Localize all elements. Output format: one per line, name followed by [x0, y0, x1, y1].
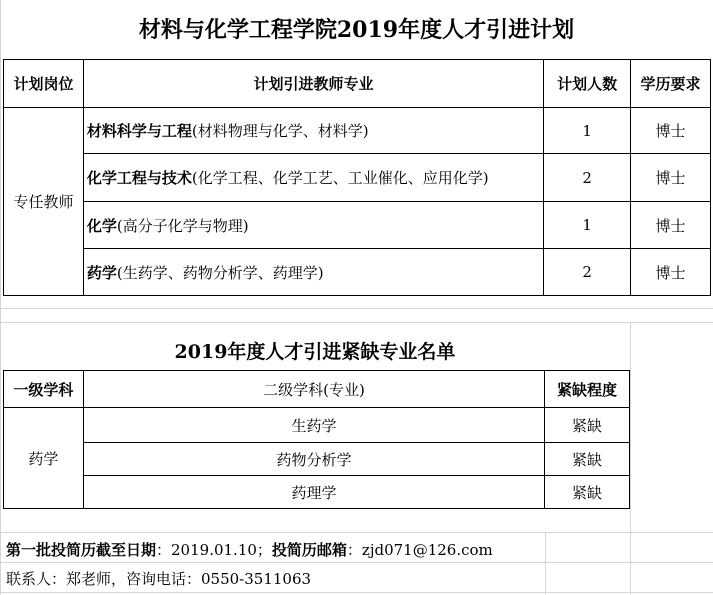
sub-discipline-cell: 药物分析学	[83, 443, 544, 476]
contact-line: 联系人：郑老师，咨询电话：0550-3511063	[6, 570, 312, 588]
table-row	[4, 249, 711, 296]
count-cell: 1	[544, 202, 631, 249]
recruitment-plan-table	[3, 59, 711, 296]
sub-discipline-cell: 生药学	[83, 408, 544, 443]
header-discipline: 一级学科	[4, 371, 84, 408]
header-sub-discipline: 二级学科(专业)	[83, 371, 544, 408]
major-cell	[83, 249, 543, 296]
table-row	[4, 408, 630, 443]
level-cell: 紧缺	[545, 443, 630, 476]
header-position: 计划岗位	[4, 60, 84, 108]
sub-discipline-cell: 药理学	[83, 476, 544, 509]
degree-cell: 博士	[631, 108, 711, 154]
deadline-value: ：2019.01.10；	[156, 541, 272, 559]
table-row	[4, 443, 630, 476]
gridline	[0, 532, 713, 533]
major-name: 化学工程与技术	[86, 169, 192, 187]
gridline	[0, 0, 1, 595]
shortage-title: 2019年度人才引进紧缺专业名单	[174, 340, 456, 363]
email-value: ：zjd071@126.com	[346, 541, 493, 559]
major-name: 材料科学与工程	[86, 122, 192, 140]
table-row	[4, 154, 711, 202]
table-row	[4, 476, 630, 509]
table-header-row	[4, 60, 711, 108]
major-cell	[83, 202, 543, 249]
major-cell	[83, 154, 543, 202]
table-header-row	[4, 371, 630, 408]
count-cell: 2	[544, 249, 631, 296]
major-cell	[83, 108, 543, 154]
gridline	[0, 308, 713, 309]
email-label: 投简历邮箱	[271, 541, 347, 559]
header-level: 紧缺程度	[545, 371, 630, 408]
gridline	[0, 562, 713, 563]
position-cell: 专任教师	[4, 108, 84, 296]
page-title: 材料与化学工程学院2019年度人才引进计划	[138, 16, 575, 43]
deadline-line	[6, 539, 493, 560]
major-name: 药学	[86, 263, 117, 282]
count-cell: 2	[544, 154, 631, 202]
level-cell: 紧缺	[545, 476, 630, 509]
major-sub: (化学工程、化学工艺、工业催化、应用化学)	[191, 169, 489, 187]
major-sub: (高分子化学与物理)	[116, 216, 249, 235]
degree-cell: 博士	[631, 249, 711, 296]
degree-cell: 博士	[631, 154, 711, 202]
degree-cell: 博士	[631, 202, 711, 249]
major-sub: (生药学、药物分析学、药理学)	[116, 263, 324, 282]
header-count: 计划人数	[544, 60, 631, 108]
major-name: 化学	[86, 216, 117, 235]
gridline	[630, 322, 631, 595]
header-degree: 学历要求	[631, 60, 711, 108]
table-row	[4, 108, 711, 154]
level-cell: 紧缺	[545, 408, 630, 443]
gridline	[0, 322, 713, 323]
table-row	[4, 202, 711, 249]
discipline-cell: 药学	[4, 408, 84, 509]
major-sub: (材料物理与化学、材料学)	[191, 122, 369, 140]
gridline	[0, 592, 713, 593]
deadline-label: 第一批投简历截至日期	[6, 541, 157, 559]
shortage-table	[3, 370, 630, 509]
count-cell: 1	[544, 108, 631, 154]
gridline	[545, 532, 546, 595]
header-major: 计划引进教师专业	[83, 60, 543, 108]
